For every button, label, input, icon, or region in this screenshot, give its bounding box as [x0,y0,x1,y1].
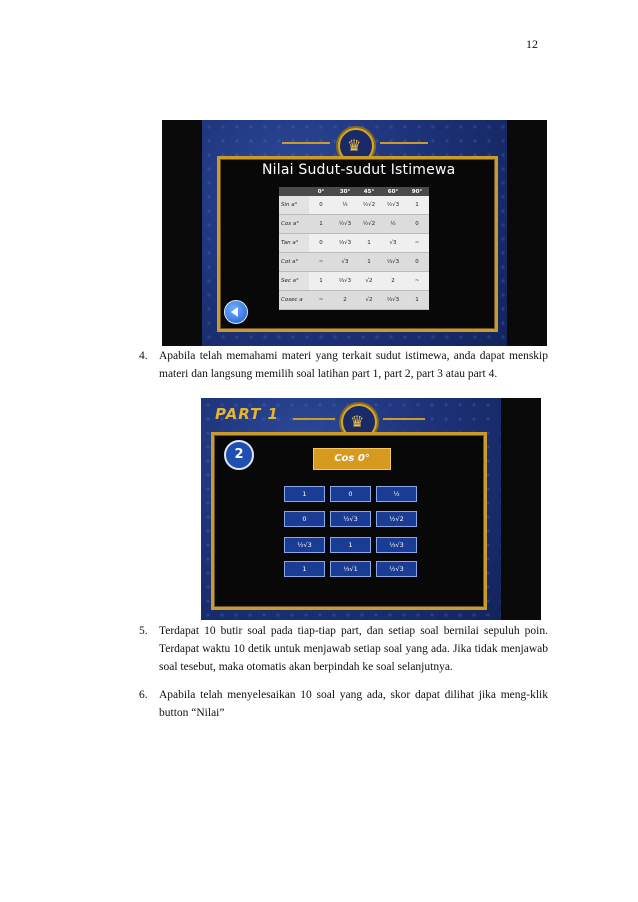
answer-button[interactable]: ½√3 [284,537,325,553]
table-cell: 0 [309,196,333,215]
question-box: Cos 0° [313,448,391,470]
table-cell: 0 [405,253,429,272]
back-button[interactable] [224,300,248,324]
list-number: 4. [139,350,148,362]
table-cell: ~ [405,272,429,291]
table-row [279,291,429,310]
table-cell: √3 [381,234,405,253]
page-number: 12 [526,37,538,51]
table-cell: ~ [309,253,333,272]
answer-button[interactable]: 1 [330,537,371,553]
answer-button[interactable]: 1 [284,486,325,502]
list-item [139,347,548,383]
table-row [279,196,429,215]
question-number-badge: 2 [224,440,254,470]
row-label: Tan a° [279,234,309,253]
special-angle-table [279,187,429,310]
table-cell: ½√3 [333,215,357,234]
quiz-screenshot [201,398,541,620]
list-text: Terdapat 10 butir soal pada tiap-tiap part, dan setiap soal bernilai sepuluh poin. Terdapat waktu 10 detik untuk menjawab setiap soal yang ada. Jika tidak menjawab soal tesebut, maka otomatis akan berpindah ke soal selanjutnya. [159,625,548,673]
list-item [139,622,548,676]
answer-button[interactable]: 0 [284,511,325,527]
answer-button[interactable]: ½√3 [376,561,417,577]
table-row [279,253,429,272]
crest-ornament-left [293,418,335,420]
table-row [279,215,429,234]
crest-ornament-right [380,142,428,144]
slide-title: Nilai Sudut-sudut Istimewa [262,162,456,178]
table-cell: 1 [309,272,333,291]
answer-button[interactable]: ⅓√1 [330,561,371,577]
table-header-cell: 45° [357,187,381,196]
list-number: 6. [139,689,148,701]
table-cell: 0 [405,215,429,234]
table-row [279,234,429,253]
table-cell: 0 [309,234,333,253]
table-header-cell: 0° [309,187,333,196]
table-cell: ⅓√3 [381,253,405,272]
table-cell: ⅔√3 [381,291,405,310]
row-label: Cot a° [279,253,309,272]
answer-button[interactable]: ⅓√3 [376,537,417,553]
table-cell: 2 [381,272,405,291]
table-cell: 1 [357,253,381,272]
table-cell: 1 [405,196,429,215]
crown-emblem-icon: ♛ [338,128,374,164]
row-label: Cosec a [279,291,309,310]
table-cell: √2 [357,272,381,291]
table-cell: 1 [405,291,429,310]
answer-button[interactable]: ½ [376,486,417,502]
list-item [139,686,548,722]
answer-button[interactable]: ½√2 [376,511,417,527]
crest-ornament-left [282,142,330,144]
table-cell: ⅔√3 [333,272,357,291]
table-row [279,272,429,291]
row-label: Sec a° [279,272,309,291]
back-arrow-icon [231,307,238,317]
table-header-cell [279,187,309,196]
table-cell: √2 [357,291,381,310]
table-header-cell: 60° [381,187,405,196]
table-cell: ⅓√3 [333,234,357,253]
row-label: Cos a° [279,215,309,234]
table-cell: 1 [309,215,333,234]
row-label: Sin a° [279,196,309,215]
table-cell: ½√2 [357,196,381,215]
part-title: PART 1 [215,405,279,423]
list-number: 5. [139,625,148,637]
table-cell: ½√3 [381,196,405,215]
table-cell: ½√2 [357,215,381,234]
table-cell: ~ [405,234,429,253]
table-header-cell: 30° [333,187,357,196]
list-text: Apabila telah memahami materi yang terkait sudut istimewa, anda dapat menskip materi dan langsung memilih soal latihan part 1, part 2, part 3 atau part 4. [159,350,548,380]
list-text: Apabila telah menyelesaikan 10 soal yang ada, skor dapat dilihat jika meng-klik button “Nilai” [159,689,548,719]
answer-button[interactable]: 0 [330,486,371,502]
table-cell: ½ [381,215,405,234]
table-cell: ½ [333,196,357,215]
answer-button[interactable]: ½√3 [330,511,371,527]
special-angle-screenshot [162,120,547,346]
table-header-cell: 90° [405,187,429,196]
crest-ornament-right [383,418,425,420]
table-cell: ~ [309,291,333,310]
table-cell: √3 [333,253,357,272]
answer-button[interactable]: 1 [284,561,325,577]
crown-emblem-icon: ♛ [341,404,377,440]
table-cell: 2 [333,291,357,310]
table-cell: 1 [357,234,381,253]
